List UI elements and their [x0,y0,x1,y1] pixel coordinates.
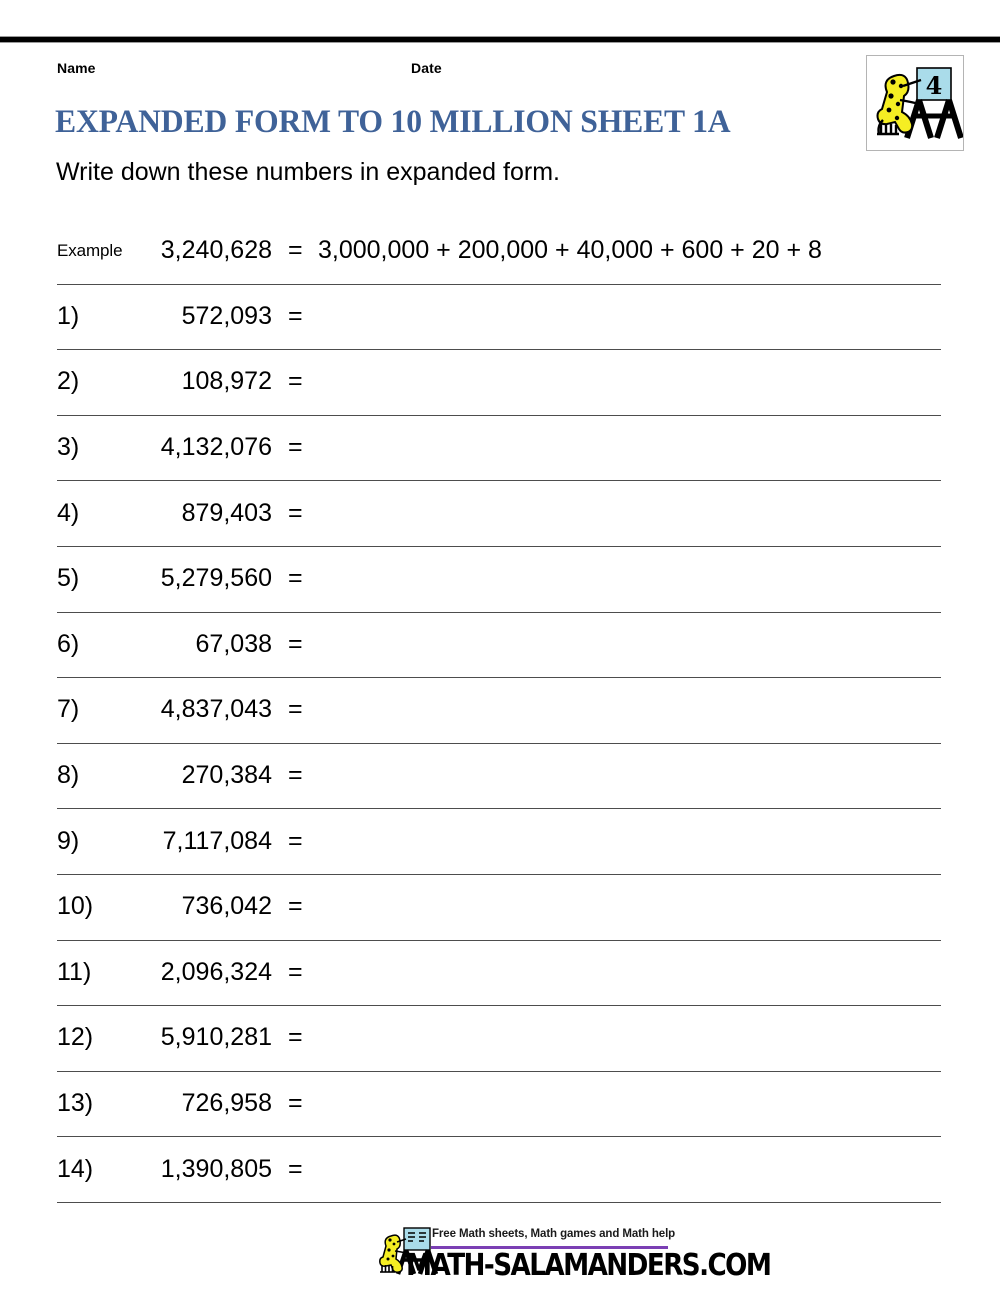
question-row [0,415,1000,481]
question-row [0,743,1000,809]
example-answer: 3,000,000 + 200,000 + 40,000 + 600 + 20 + 8 [318,236,822,265]
question-number: 572,093 [181,301,272,330]
question-row [0,874,1000,940]
question-row [0,349,1000,415]
question-number: 108,972 [181,367,272,396]
question-number: 726,958 [181,1089,272,1118]
question-row [0,284,1000,350]
question-row [0,546,1000,612]
question-label: 9) [57,826,80,855]
question-equals-sign: = [288,957,303,986]
question-number: 4,837,043 [160,695,272,724]
question-row [0,612,1000,678]
grade-level-badge [866,55,964,151]
footer-tagline: Free Math sheets, Math games and Math help [432,1228,676,1240]
question-equals-sign: = [288,498,303,527]
page-title: EXPANDED FORM TO 10 MILLION SHEET 1A [55,104,731,140]
question-number: 879,403 [181,498,272,527]
question-label: 7) [57,695,80,724]
question-number: 5,910,281 [160,1023,272,1052]
question-label: 3) [57,433,80,462]
worksheet-rows [0,218,1000,1203]
question-row [0,677,1000,743]
example-number: 3,240,628 [160,236,272,265]
question-number: 1,390,805 [160,1154,272,1183]
question-equals-sign: = [288,761,303,790]
question-equals-sign: = [288,826,303,855]
example-equals-sign: = [288,236,303,265]
question-equals-sign: = [288,695,303,724]
name-label: Name [57,60,96,76]
badge-level-text: 4 [925,71,943,100]
example-row [0,218,1000,284]
question-label: 12) [57,1023,94,1052]
question-row [0,1136,1000,1202]
question-equals-sign: = [288,433,303,462]
date-label: Date [411,60,442,76]
footer-domain: MATH-SALAMANDERS.COM [406,1248,771,1283]
question-number: 2,096,324 [160,957,272,986]
page-top-rule [0,36,1000,43]
question-equals-sign: = [288,564,303,593]
example-label: Example [57,240,123,260]
question-equals-sign: = [288,892,303,921]
question-equals-sign: = [288,1154,303,1183]
question-label: 11) [57,957,92,986]
question-number: 7,117,084 [162,826,272,855]
question-row [0,1005,1000,1071]
question-label: 14) [57,1154,94,1183]
question-label: 1) [57,301,80,330]
question-number: 5,279,560 [160,564,272,593]
question-label: 4) [57,498,80,527]
row-separator [57,1202,941,1203]
question-number: 270,384 [181,761,272,790]
question-number: 736,042 [181,892,272,921]
question-row [0,1071,1000,1137]
question-equals-sign: = [288,1023,303,1052]
question-equals-sign: = [288,629,303,658]
question-label: 8) [57,761,80,790]
question-equals-sign: = [288,301,303,330]
question-row [0,940,1000,1006]
question-equals-sign: = [288,367,303,396]
question-row [0,808,1000,874]
page-instructions: Write down these numbers in expanded form. [56,158,560,186]
salamander-writing-icon [867,56,963,150]
question-equals-sign: = [288,1089,303,1118]
page-footer [0,1222,1000,1284]
question-label: 2) [57,367,80,396]
question-number: 4,132,076 [160,433,272,462]
question-label: 5) [57,564,80,593]
question-label: 13) [57,1089,94,1118]
question-row [0,480,1000,546]
question-number: 67,038 [195,629,272,658]
question-label: 6) [57,629,80,658]
final-separator-row [0,1202,1000,1203]
question-label: 10) [57,892,94,921]
